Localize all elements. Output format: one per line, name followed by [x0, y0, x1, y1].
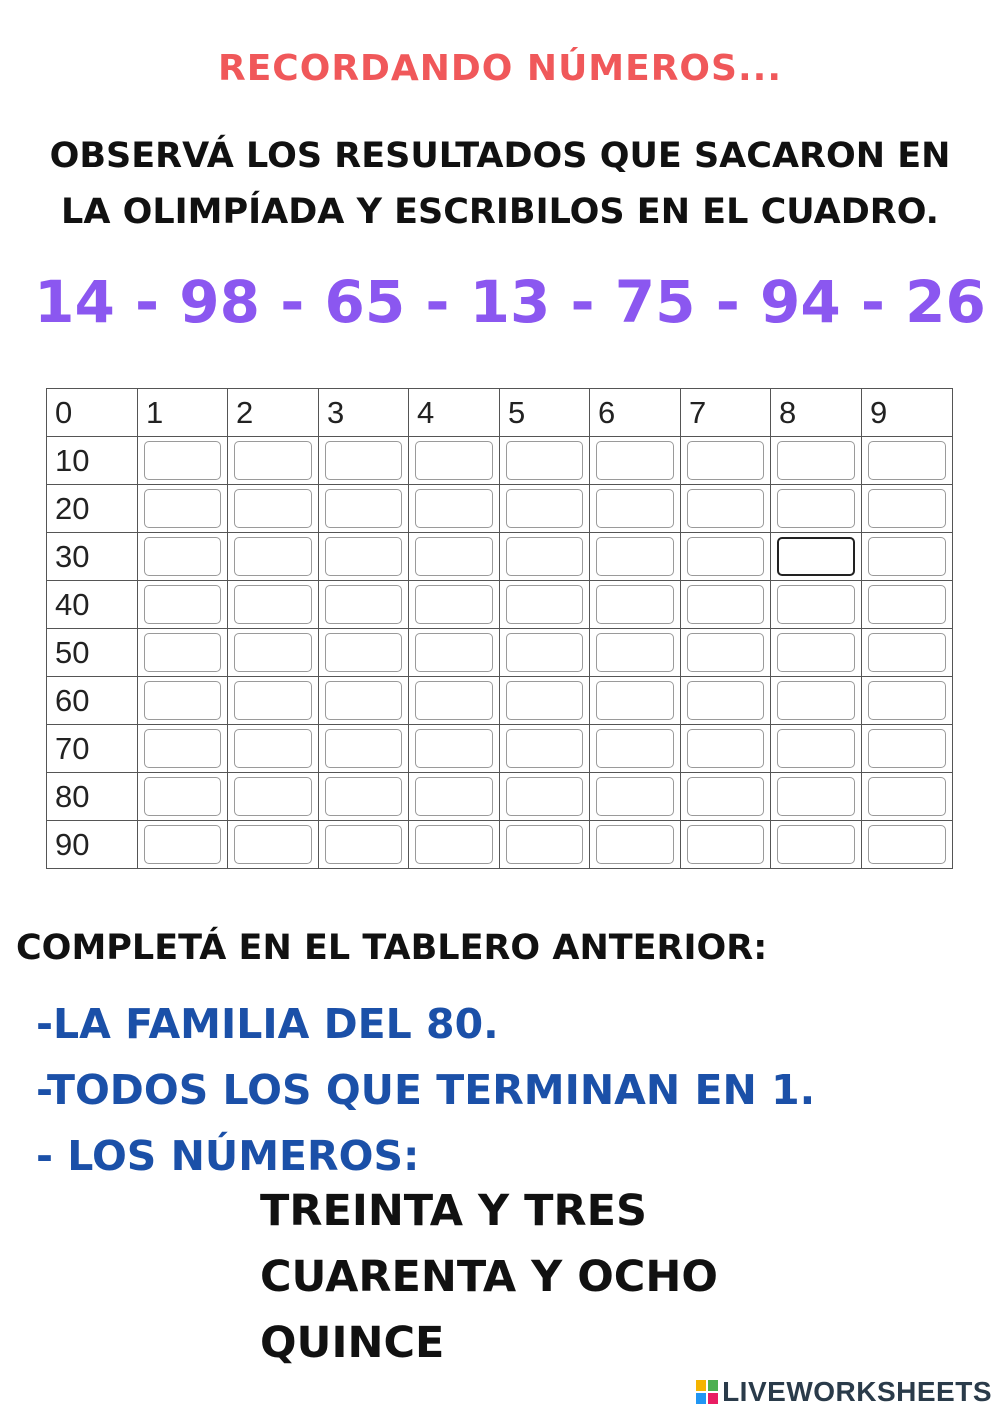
- answer-box[interactable]: [234, 585, 312, 624]
- answer-box[interactable]: [506, 681, 583, 720]
- answer-box[interactable]: [777, 681, 855, 720]
- grid-row: [47, 773, 953, 821]
- grid-cell: [319, 581, 409, 629]
- answer-box[interactable]: [506, 777, 583, 816]
- answer-box[interactable]: [506, 441, 583, 480]
- grid-cell: [771, 437, 862, 485]
- grid-cell: [681, 821, 771, 869]
- grid-cell: [138, 725, 228, 773]
- grid-cell: [771, 821, 862, 869]
- answer-box[interactable]: [325, 729, 402, 768]
- grid-cell: [319, 725, 409, 773]
- answer-box[interactable]: [868, 441, 946, 480]
- instruction-line-2: LA OLIMPÍADA Y ESCRIBILOS EN EL CUADRO.: [61, 192, 939, 232]
- answer-box[interactable]: [144, 825, 221, 864]
- answer-box[interactable]: [687, 633, 764, 672]
- answer-box[interactable]: [415, 441, 493, 480]
- grid-cell: [590, 629, 681, 677]
- grid-cell: [862, 581, 953, 629]
- tasks-heading: COMPLETÁ EN EL TABLERO ANTERIOR:: [16, 928, 768, 968]
- grid-cell: [590, 773, 681, 821]
- answer-box[interactable]: [415, 489, 493, 528]
- answer-box[interactable]: [415, 777, 493, 816]
- grid-header-cell: 5: [500, 389, 590, 437]
- grid-cell: [228, 725, 319, 773]
- grid-cell: [500, 485, 590, 533]
- grid-cell: [500, 437, 590, 485]
- grid-cell: [681, 581, 771, 629]
- word-quince: QUINCE: [260, 1318, 445, 1368]
- grid-row: [47, 725, 953, 773]
- answer-box[interactable]: [234, 489, 312, 528]
- answer-box[interactable]: [687, 825, 764, 864]
- grid-cell: [500, 821, 590, 869]
- number-grid: [46, 388, 953, 869]
- answer-box[interactable]: [144, 633, 221, 672]
- answer-box[interactable]: [325, 777, 402, 816]
- grid-cell: [138, 821, 228, 869]
- answer-box[interactable]: [868, 585, 946, 624]
- grid-cell: [138, 629, 228, 677]
- answer-box[interactable]: [596, 633, 674, 672]
- grid-cell: [771, 773, 862, 821]
- answer-box[interactable]: [777, 729, 855, 768]
- liveworksheets-logo: [696, 1376, 992, 1408]
- answer-box[interactable]: [234, 633, 312, 672]
- answer-box[interactable]: [868, 729, 946, 768]
- grid-cell: [409, 533, 500, 581]
- grid-cell: [590, 437, 681, 485]
- grid-row: [47, 629, 953, 677]
- grid-cell: [500, 581, 590, 629]
- grid-row: [47, 533, 953, 581]
- answer-box[interactable]: [596, 489, 674, 528]
- grid-cell: [409, 581, 500, 629]
- answer-box[interactable]: [325, 681, 402, 720]
- answer-box[interactable]: [415, 729, 493, 768]
- answer-box[interactable]: [777, 585, 855, 624]
- answer-box[interactable]: [144, 441, 221, 480]
- grid-header-cell: 9: [862, 389, 953, 437]
- grid-row: [47, 581, 953, 629]
- answer-box[interactable]: [596, 681, 674, 720]
- grid-header-cell: 4: [409, 389, 500, 437]
- grid-row-label: 30: [47, 533, 138, 581]
- liveworksheets-logo-icon: [696, 1380, 718, 1404]
- grid-cell: [590, 581, 681, 629]
- grid-cell: [319, 773, 409, 821]
- grid-cell: [138, 533, 228, 581]
- grid-cell: [228, 677, 319, 725]
- answer-box[interactable]: [415, 633, 493, 672]
- grid-row: [47, 677, 953, 725]
- answer-box[interactable]: [415, 681, 493, 720]
- answer-box[interactable]: [596, 777, 674, 816]
- grid-header-cell: 1: [138, 389, 228, 437]
- grid-cell: [228, 437, 319, 485]
- answer-box[interactable]: [596, 729, 674, 768]
- grid-cell: [409, 437, 500, 485]
- answer-box[interactable]: [506, 489, 583, 528]
- answer-box[interactable]: [144, 585, 221, 624]
- answer-box[interactable]: [325, 825, 402, 864]
- answer-box[interactable]: [234, 537, 312, 576]
- grid-cell: [409, 773, 500, 821]
- grid-cell: [681, 677, 771, 725]
- answer-box[interactable]: [687, 777, 764, 816]
- answer-box[interactable]: [687, 489, 764, 528]
- answer-box[interactable]: [506, 825, 583, 864]
- answer-box[interactable]: [868, 489, 946, 528]
- grid-cell: [319, 485, 409, 533]
- grid-cell: [590, 677, 681, 725]
- grid-cell: [319, 677, 409, 725]
- answer-box[interactable]: [506, 633, 583, 672]
- grid-cell: [228, 773, 319, 821]
- grid-cell: [228, 581, 319, 629]
- answer-box[interactable]: [144, 777, 221, 816]
- answer-box[interactable]: [415, 825, 493, 864]
- answer-box[interactable]: [596, 537, 674, 576]
- answer-box[interactable]: [325, 585, 402, 624]
- grid-cell: [319, 533, 409, 581]
- answer-box[interactable]: [415, 585, 493, 624]
- answer-box[interactable]: [234, 825, 312, 864]
- answer-box[interactable]: [234, 729, 312, 768]
- grid-row: [47, 821, 953, 869]
- grid-cell: [138, 773, 228, 821]
- grid-header-cell: 7: [681, 389, 771, 437]
- grid-cell: [862, 485, 953, 533]
- grid-cell: [500, 725, 590, 773]
- grid-cell: [409, 725, 500, 773]
- grid-header-cell: 8: [771, 389, 862, 437]
- grid-cell: [409, 677, 500, 725]
- grid-row-label: 40: [47, 581, 138, 629]
- answer-box[interactable]: [687, 681, 764, 720]
- answer-box[interactable]: [325, 489, 402, 528]
- grid-row-label: 90: [47, 821, 138, 869]
- answer-box[interactable]: [777, 441, 855, 480]
- grid-cell: [590, 485, 681, 533]
- grid-cell: [319, 437, 409, 485]
- grid-cell: [590, 533, 681, 581]
- grid-cell: [862, 677, 953, 725]
- grid-cell: [681, 533, 771, 581]
- grid-cell: [771, 533, 862, 581]
- answer-box[interactable]: [777, 777, 855, 816]
- grid-cell: [228, 629, 319, 677]
- grid-cell: [681, 629, 771, 677]
- answer-box[interactable]: [777, 825, 855, 864]
- answer-box[interactable]: [687, 585, 764, 624]
- answer-box[interactable]: [506, 537, 583, 576]
- grid-cell: [771, 581, 862, 629]
- answer-box[interactable]: [325, 537, 402, 576]
- grid-cell: [771, 725, 862, 773]
- answer-box[interactable]: [144, 537, 221, 576]
- grid-cell: [681, 437, 771, 485]
- grid-cell: [138, 485, 228, 533]
- grid-cell: [771, 485, 862, 533]
- answer-box[interactable]: [144, 729, 221, 768]
- grid-header-cell: 0: [47, 389, 138, 437]
- grid-cell: [138, 581, 228, 629]
- grid-cell: [771, 629, 862, 677]
- grid-row-label: 50: [47, 629, 138, 677]
- grid-cell: [228, 533, 319, 581]
- grid-cell: [500, 773, 590, 821]
- grid-row-label: 80: [47, 773, 138, 821]
- word-treinta-y-tres: TREINTA Y TRES: [260, 1186, 647, 1236]
- logo-text: LIVEWORKSHEETS: [722, 1376, 992, 1407]
- grid-cell: [862, 629, 953, 677]
- answer-box[interactable]: [868, 681, 946, 720]
- grid-header-cell: 6: [590, 389, 681, 437]
- grid-row-label: 60: [47, 677, 138, 725]
- word-cuarenta-y-ocho: CUARENTA Y OCHO: [260, 1252, 718, 1302]
- grid-cell: [409, 821, 500, 869]
- grid-cell: [590, 725, 681, 773]
- answer-box[interactable]: [777, 537, 855, 576]
- grid-cell: [862, 821, 953, 869]
- answer-box[interactable]: [234, 681, 312, 720]
- grid-cell: [590, 821, 681, 869]
- grid-row-label: 70: [47, 725, 138, 773]
- instruction: [20, 128, 980, 240]
- grid-cell: [138, 437, 228, 485]
- grid-header-cell: 2: [228, 389, 319, 437]
- answer-box[interactable]: [687, 537, 764, 576]
- grid-cell: [862, 773, 953, 821]
- grid-cell: [862, 437, 953, 485]
- task-item-numbers: - LOS NÚMEROS:: [36, 1132, 420, 1180]
- grid-cell: [228, 485, 319, 533]
- grid-header-cell: 3: [319, 389, 409, 437]
- answer-box[interactable]: [415, 537, 493, 576]
- grid-cell: [138, 677, 228, 725]
- grid-cell: [500, 677, 590, 725]
- answer-box[interactable]: [325, 633, 402, 672]
- grid-header-row: [47, 389, 953, 437]
- answer-box[interactable]: [144, 681, 221, 720]
- olympiad-results: 14 - 98 - 65 - 13 - 75 - 94 - 26: [34, 268, 986, 336]
- grid-row: [47, 437, 953, 485]
- grid-row-label: 20: [47, 485, 138, 533]
- grid-row-label: 10: [47, 437, 138, 485]
- answer-box[interactable]: [596, 825, 674, 864]
- grid-cell: [319, 821, 409, 869]
- task-item-ending-1: -TODOS LOS QUE TERMINAN EN 1.: [36, 1066, 816, 1114]
- grid-cell: [319, 629, 409, 677]
- answer-box[interactable]: [868, 537, 946, 576]
- answer-box[interactable]: [234, 441, 312, 480]
- grid-row: [47, 485, 953, 533]
- grid-cell: [681, 725, 771, 773]
- answer-box[interactable]: [506, 585, 583, 624]
- grid-cell: [228, 821, 319, 869]
- answer-box[interactable]: [234, 777, 312, 816]
- grid-cell: [409, 485, 500, 533]
- answer-box[interactable]: [777, 489, 855, 528]
- grid-cell: [681, 773, 771, 821]
- instruction-line-1: OBSERVÁ LOS RESULTADOS QUE SACARON EN: [49, 136, 951, 176]
- worksheet-title: RECORDANDO NÚMEROS...: [217, 48, 782, 89]
- grid-cell: [409, 629, 500, 677]
- answer-box[interactable]: [687, 729, 764, 768]
- grid-cell: [500, 629, 590, 677]
- answer-box[interactable]: [144, 489, 221, 528]
- grid-cell: [500, 533, 590, 581]
- answer-box[interactable]: [506, 729, 583, 768]
- answer-box[interactable]: [325, 441, 402, 480]
- answer-box[interactable]: [868, 777, 946, 816]
- answer-box[interactable]: [596, 585, 674, 624]
- grid-cell: [681, 485, 771, 533]
- grid-cell: [771, 677, 862, 725]
- task-item-family-80: -LA FAMILIA DEL 80.: [36, 1000, 499, 1048]
- answer-box[interactable]: [868, 825, 946, 864]
- grid-cell: [862, 533, 953, 581]
- answer-box[interactable]: [868, 633, 946, 672]
- answer-box[interactable]: [596, 441, 674, 480]
- answer-box[interactable]: [687, 441, 764, 480]
- answer-box[interactable]: [777, 633, 855, 672]
- grid-cell: [862, 725, 953, 773]
